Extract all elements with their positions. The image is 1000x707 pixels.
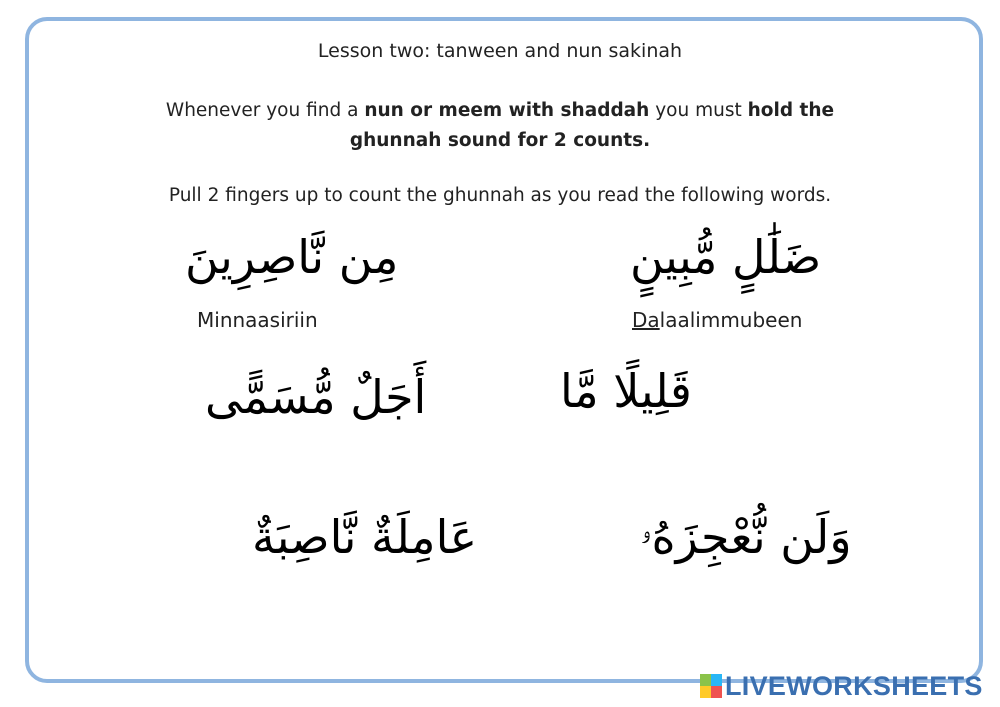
rule-part-2: you must — [649, 100, 748, 121]
translit-rest-part: laalimmubeen — [659, 308, 803, 332]
rule-bold-2: hold the ghunnah sound for 2 counts. — [349, 100, 835, 151]
badge-tile-1 — [700, 674, 711, 686]
arabic-word-aamilatun-naasibah: عَامِلَةٌ نَّاصِبَةٌ — [252, 510, 478, 564]
liveworksheets-logo — [700, 671, 983, 701]
logo-text: LIVEWORKSHEETS — [725, 670, 983, 701]
badge-tile-4 — [711, 686, 722, 698]
arabic-word-minnaasiriin: مِن نَّاصِرِينَ — [185, 230, 399, 284]
arabic-word-qaleelan-ma: قَلِيلًا مَّا — [560, 364, 692, 418]
translit-dalaalimmubeen — [632, 308, 802, 332]
arabic-word-dalaalimmubeen: ضَلَٰلٍ مُّبِينٍ — [630, 230, 822, 284]
lesson-title: Lesson two: tanween and nun sakinah — [317, 40, 683, 62]
translit-underlined-part: Da — [632, 308, 660, 332]
arabic-word-walan-nujizahu: وَلَن نُّعْجِزَهُۥ — [640, 510, 852, 564]
logo-badge-icon — [700, 674, 722, 698]
translit-minnaasiriin: Minnaasiriin — [197, 308, 318, 332]
instruction-text: Pull 2 fingers up to count the ghunnah as you read the following words. — [168, 185, 832, 206]
badge-tile-3 — [700, 686, 711, 698]
rule-text — [130, 96, 870, 156]
arabic-word-ajalun-musamma: أَجَلٌ مُّسَمًّى — [205, 370, 427, 424]
rule-bold-1: nun or meem with shaddah — [364, 100, 650, 121]
badge-tile-2 — [711, 674, 722, 686]
rule-part-1: Whenever you find a — [165, 100, 365, 121]
